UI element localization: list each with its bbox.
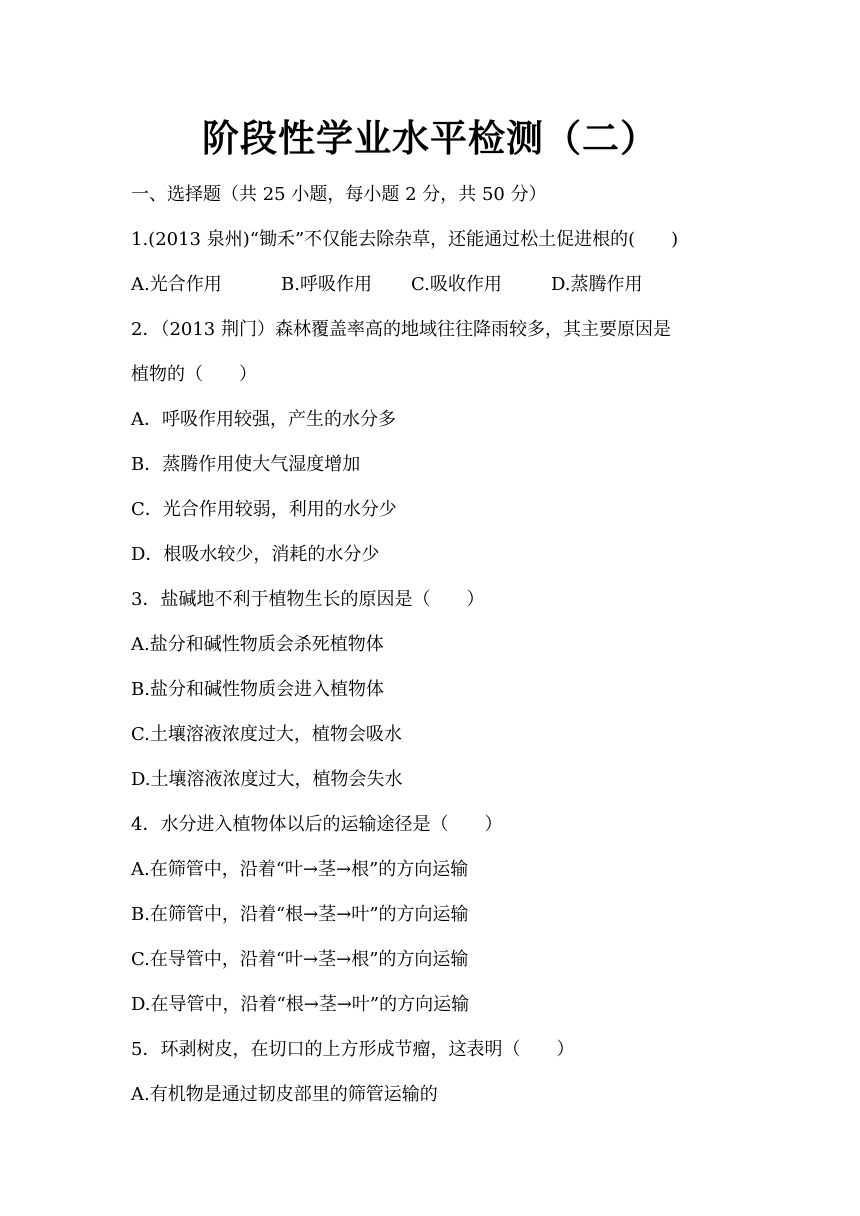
question-1-option-b: B.呼吸作用 xyxy=(281,274,372,295)
question-1-option-a: A.光合作用 xyxy=(131,274,222,295)
question-3-option-b: B.盐分和碱性物质会进入植物体 xyxy=(131,679,384,700)
document-title: 阶段性学业水平检测（二） xyxy=(202,116,658,160)
question-3-stem: 3．盐碱地不利于植物生长的原因是（ ） xyxy=(131,589,485,610)
question-2-stem-line-1: 2．（2013 荆门）森林覆盖率高的地域往往降雨较多，其主要原因是 xyxy=(131,319,671,340)
question-4-stem: 4．水分进入植物体以后的运输途径是（ ） xyxy=(131,814,503,835)
question-2-option-d: D．根吸水较少，消耗的水分少 xyxy=(131,544,380,565)
question-2-stem-line-2: 植物的（ ） xyxy=(131,364,257,385)
question-3-option-d: D.土壤溶液浓度过大，植物会失水 xyxy=(131,769,403,790)
question-4-option-b: B.在筛管中，沿着“根→茎→叶”的方向运输 xyxy=(131,904,469,925)
question-4-option-a: A.在筛管中，沿着“叶→茎→根”的方向运输 xyxy=(131,859,469,880)
question-2-option-c: C．光合作用较弱，利用的水分少 xyxy=(131,499,397,520)
question-3-option-c: C.土壤溶液浓度过大，植物会吸水 xyxy=(131,724,402,745)
section-heading: 一、选择题（共 25 小题，每小题 2 分，共 50 分） xyxy=(131,184,547,205)
question-1-stem: 1.(2013 泉州)“锄禾”不仅能去除杂草，还能通过松土促进根的( ) xyxy=(131,229,679,250)
question-5-option-a: A.有机物是通过韧皮部里的筛管运输的 xyxy=(131,1084,438,1105)
question-2-option-b: B．蒸腾作用使大气湿度增加 xyxy=(131,454,361,475)
question-3-option-a: A.盐分和碱性物质会杀死植物体 xyxy=(131,634,384,655)
question-4-option-d: D.在导管中，沿着“根→茎→叶”的方向运输 xyxy=(131,994,470,1015)
question-1-option-d: D.蒸腾作用 xyxy=(551,274,643,295)
question-1-option-c: C.吸收作用 xyxy=(411,274,502,295)
question-2-option-a: A．呼吸作用较强，产生的水分多 xyxy=(131,409,396,430)
question-5-stem: 5．环剥树皮，在切口的上方形成节瘤，这表明（ ） xyxy=(131,1039,575,1060)
question-4-option-c: C.在导管中，沿着“叶→茎→根”的方向运输 xyxy=(131,949,469,970)
